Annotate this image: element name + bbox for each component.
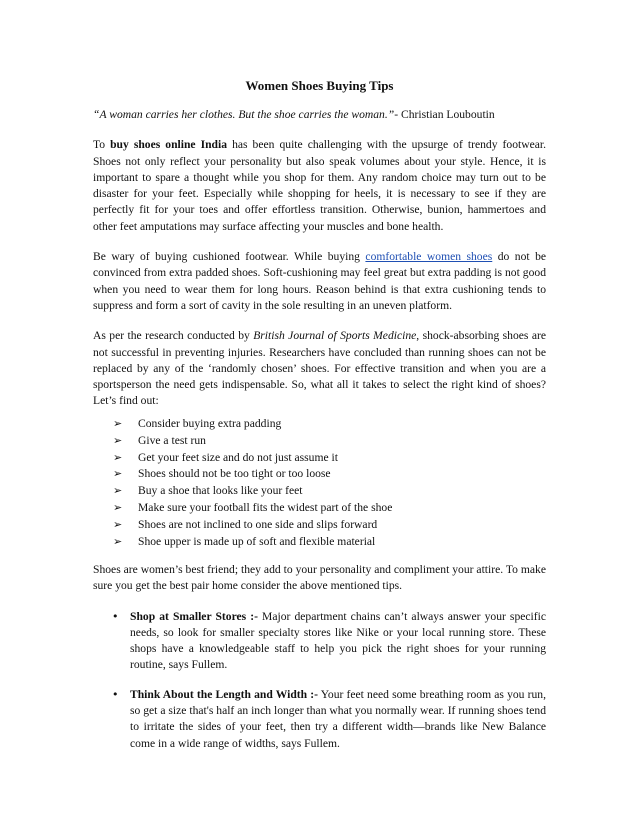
quote-text: “A woman carries her clothes. But the shoe carries the woman.”	[93, 108, 395, 121]
p3-post: , shock-absorbing shoes are not successful in preventing injuries. Researchers have concluded than running shoes can not be replaced by any of the ‘randomly chosen’ shoes. For effective transition and when you are a sportsperson the need gets indispensable. So, what all it takes to select the right kind of shoes? Let’s find out:	[93, 329, 546, 408]
paragraph-intro	[93, 137, 546, 235]
bullet-icon: •	[112, 609, 119, 623]
comfortable-women-shoes-link[interactable]: comfortable women shoes	[365, 250, 493, 264]
p2-pre: Be wary of buying cushioned footwear. While buying	[93, 250, 366, 264]
advice-text: Your feet need some breathing room as you run, so get a size that's half an inch longer than what you normally wear. If running shoes tend to irritate the sides of your feet, then try a different width—brands like New Balance come in a wide range of widths, says Fullem.	[130, 687, 546, 750]
arrow-bullet-icon: ➢	[113, 518, 123, 532]
tip-text: Shoes should not be too tight or too loose	[138, 467, 331, 481]
arrow-bullet-icon: ➢	[113, 467, 123, 481]
list-item	[113, 416, 546, 433]
p1-post: has been quite challenging with the upsurge of trendy footwear. Shoes not only reflect your personality but also speak volumes about your style. Hence, it is important to spare a thought while you shop for them. Any random choice may turn out to be disaster for your feet. Especially while shopping for heels, it is necessary to see if they are perfectly fit for your toes and offer effortless transition. Otherwise, bunion, hammertoes and other feet amputations may surface affecting your muscles and bone health.	[93, 138, 546, 233]
paragraph-research	[93, 328, 546, 409]
advice-heading: Shop at Smaller Stores :-	[130, 609, 258, 623]
p2-post: do not be convinced from extra padded shoes. Soft-cushioning may feel great but extra padding is not good when you need to wear them for long hours. Reason behind is that extra cushioning tends to suppress and form a sort of cavity in the sole resulting in an uneven platform.	[93, 250, 547, 312]
list-item	[113, 534, 546, 551]
list-item	[113, 500, 546, 517]
tip-text: Shoes are not inclined to one side and slips forward	[138, 518, 378, 532]
arrow-bullet-icon: ➢	[113, 535, 123, 549]
arrow-bullet-icon: ➢	[113, 450, 123, 464]
advice-heading: Think About the Length and Width :-	[130, 687, 318, 701]
tip-text: Consider buying extra padding	[138, 416, 282, 430]
tips-list	[93, 416, 546, 551]
list-item	[113, 466, 546, 483]
arrow-bullet-icon: ➢	[113, 416, 123, 430]
tip-text: Get your feet size and do not just assume it	[138, 450, 338, 464]
page-title: Women Shoes Buying Tips	[245, 78, 394, 93]
list-item	[113, 483, 546, 500]
tip-text: Give a test run	[138, 433, 206, 447]
advice-text: Major department chains can’t always answer your specific needs, so look for smaller specialty stores like Nike or your local running store. These shops have a knowledgeable staff to help you pick the right shoes for your running routine, says Fullem.	[130, 609, 546, 672]
bullet-icon: •	[112, 687, 119, 701]
tip-text: Buy a shoe that looks like your feet	[138, 484, 303, 498]
paragraph-conclusion: Shoes are women’s best friend; they add to your personality and compliment your attire. To make sure you get the best pair home consider the above mentioned tips.	[93, 563, 546, 593]
list-item	[112, 687, 546, 752]
p1-pre: To	[93, 138, 111, 152]
journal-name: British Journal of Sports Medicine	[253, 329, 417, 343]
arrow-bullet-icon: ➢	[113, 484, 123, 498]
quote-attribution: - Christian Louboutin	[394, 108, 495, 121]
list-item	[113, 450, 546, 467]
tip-text: Make sure your football fits the widest part of the shoe	[138, 501, 393, 515]
paragraph-cushioning	[93, 249, 546, 314]
p1-bold: buy shoes online India	[110, 138, 228, 152]
p3-pre: As per the research conducted by	[93, 329, 254, 343]
list-item	[113, 433, 546, 450]
tip-text: Shoe upper is made up of soft and flexible material	[138, 535, 376, 549]
opening-quote	[93, 107, 546, 123]
arrow-bullet-icon: ➢	[113, 433, 123, 447]
list-item	[113, 517, 546, 534]
arrow-bullet-icon: ➢	[113, 501, 123, 515]
document-page	[93, 77, 546, 765]
list-item	[112, 609, 546, 674]
advice-list	[93, 609, 546, 752]
